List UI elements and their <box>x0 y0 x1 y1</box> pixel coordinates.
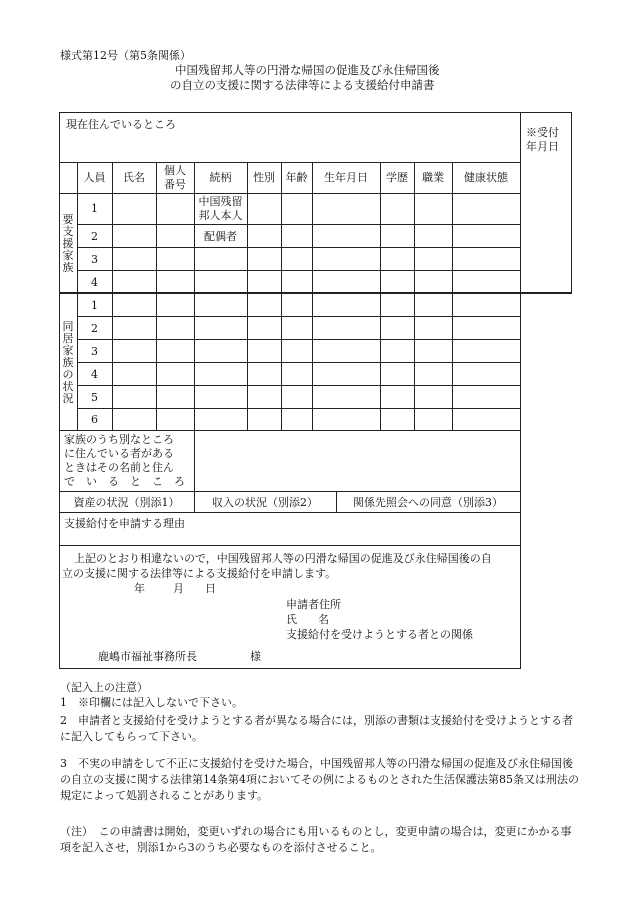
support-row-no: 4 <box>91 276 98 289</box>
applicant-address-label: 申請者住所 <box>286 598 341 611</box>
cohabiting-row-no: 1 <box>91 299 98 312</box>
address-label: 現在住んでいるところ <box>66 118 176 131</box>
col-header-personal-number: 個人 <box>164 164 186 177</box>
col-header-education: 学歴 <box>386 171 408 184</box>
col-header-personal-number-2: 番号 <box>164 178 186 191</box>
note-item: （注） この申請書は開始，変更いずれの場合にも用いるものとし，変更申請の場合は，変更にかかる事項を記入させ，別添1から3のうち必要なものを添付させること。 <box>60 825 572 854</box>
consent-label: 関係先照会への同意（別添3） <box>353 496 503 509</box>
col-header-count: 人員 <box>83 171 106 184</box>
separate-family-label-2: に住んでいる者がある <box>64 447 174 460</box>
separate-family-label-4: で い る と こ ろ <box>64 475 185 488</box>
col-header-occupation: 職業 <box>422 171 444 184</box>
col-header-health: 健康状態 <box>464 171 508 184</box>
assets-label: 資産の状況（別添1） <box>73 496 180 509</box>
date-day: 日 <box>205 582 216 595</box>
declaration-text: 上記のとおり相違ないので，中国残留邦人等の円滑な帰国の促進及び永住帰国後の自 <box>74 552 492 565</box>
applicant-name-label: 氏 <box>286 613 297 626</box>
separate-family-label: 家族のうち別なところ <box>64 433 174 446</box>
receipt-label: ※受付 <box>526 126 559 139</box>
date-year: 年 <box>134 582 145 595</box>
support-row-no: 2 <box>91 230 98 243</box>
addressee: 鹿嶋市福祉事務所長 <box>98 650 197 663</box>
separate-family-label-3: ときはその名前と住ん <box>64 461 174 474</box>
date-month: 月 <box>173 582 184 595</box>
cohabiting-row-no: 5 <box>91 391 98 404</box>
support-row-relation: 配偶者 <box>204 230 237 243</box>
support-row-relation: 中国残留 <box>198 195 243 208</box>
support-row-relation-2: 邦人本人 <box>198 209 243 222</box>
note-item: 1 ※印欄には記入しないで下さい。 <box>60 696 243 709</box>
cohabiting-family-label: 同居家族の状況 <box>62 320 74 405</box>
col-header-relation: 続柄 <box>209 171 232 184</box>
addressee-honorific: 様 <box>250 650 261 663</box>
notes-heading: （記入上の注意） <box>60 681 148 694</box>
support-family-label: 要支援家族 <box>62 213 74 274</box>
reason-label: 支援給付を申請する理由 <box>64 517 185 530</box>
form-title-line2: の自立の支援に関する法律等による支援給付申請書 <box>170 78 435 92</box>
cohabiting-row-no: 2 <box>91 322 98 335</box>
support-row-no: 1 <box>91 202 98 215</box>
form-number: 様式第12号（第5条関係） <box>60 49 191 62</box>
col-header-sex: 性別 <box>253 171 275 184</box>
declaration-text-2: 立の支援に関する法律等による支援給付を申請します。 <box>62 567 337 580</box>
applicant-relation-label: 支援給付を受けようとする者との関係 <box>286 628 473 641</box>
cohabiting-row-no: 6 <box>91 413 98 426</box>
col-header-birthdate: 生年月日 <box>324 171 368 184</box>
note-item: 2 申請者と支援給付を受けようとする者が異なる場合には，別添の書類は支援給付を受けようとする者に記入してもらって下さい。 <box>60 714 573 743</box>
form-title-line1: 中国残留邦人等の円滑な帰国の促進及び永住帰国後 <box>175 63 440 77</box>
applicant-name-label-2: 名 <box>318 613 329 626</box>
cohabiting-row-no: 4 <box>91 368 98 381</box>
col-header-name: 氏名 <box>123 171 145 184</box>
note-item: 3 不実の申請をして不正に支援給付を受けた場合，中国残留邦人等の円滑な帰国の促進及び永住帰国後の自立の支援に関する法律第14条第4項においてその例によるものとされた生活保護法第85条又は刑法の規定によって処罰されることがあります。 <box>60 757 579 802</box>
col-header-age: 年齢 <box>285 171 308 184</box>
support-row-no: 3 <box>91 253 98 266</box>
cohabiting-row-no: 3 <box>91 345 98 358</box>
income-label: 収入の状況（別添2） <box>212 496 318 509</box>
receipt-label-2: 年月日 <box>526 140 559 153</box>
